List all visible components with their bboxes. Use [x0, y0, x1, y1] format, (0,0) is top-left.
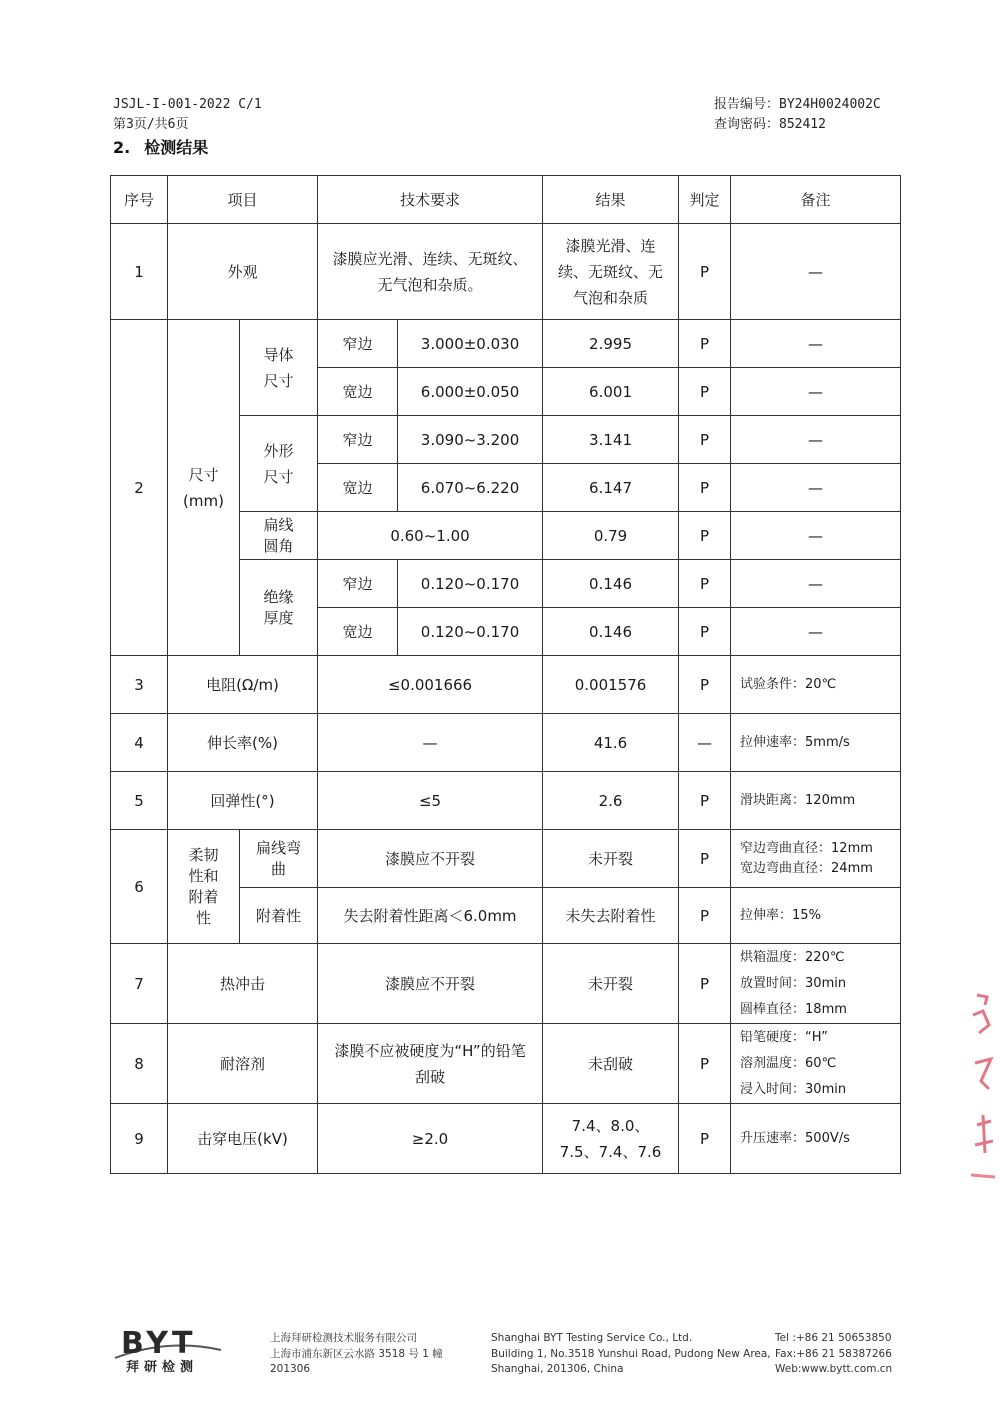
row-item: 伸长率(%) [168, 714, 318, 772]
bending-note-wide: 宽边弯曲直径：24mm [740, 860, 873, 876]
footer-cn-address: 上海市浦东新区云水路 3518 号 1 幢 [270, 1347, 443, 1360]
company-logo [113, 1326, 223, 1376]
row-no: 9 [111, 1104, 168, 1174]
row-note: — [731, 224, 901, 320]
table-row [111, 1104, 901, 1174]
row-requirement: — [318, 714, 543, 772]
row-note: 试验条件：20℃ [731, 656, 901, 714]
wide-label: 宽边 [318, 464, 398, 512]
table-row [111, 320, 901, 368]
note-duration: 放置时间：30min [740, 975, 847, 991]
row-requirement: 漆膜不应被硬度为“H”的铅笔刮破 [318, 1024, 543, 1104]
header-right [714, 95, 881, 135]
outer-wide-requirement: 6.070~6.220 [398, 464, 543, 512]
insulation-narrow-requirement: 0.120~0.170 [398, 560, 543, 608]
wide-label: 宽边 [318, 608, 398, 656]
report-number: 报告编号：BY24H0024002C [714, 97, 881, 112]
corner-label: 扁线圆角 [240, 512, 318, 560]
row-judgement: P [679, 1104, 731, 1174]
table-row [111, 830, 901, 888]
row-no: 7 [111, 944, 168, 1024]
header-requirement: 技术要求 [318, 176, 543, 224]
logo-text: 拜研检测 [126, 1360, 199, 1375]
row-result: 2.6 [543, 772, 679, 830]
adhesion-note: 拉伸率：15% [731, 888, 901, 944]
note-solvent-temp: 溶剂温度：60℃ [740, 1055, 837, 1071]
outer-wide-result: 6.147 [543, 464, 679, 512]
row-item: 柔韧性和附着性 [168, 830, 240, 944]
row-no: 3 [111, 656, 168, 714]
adhesion-label: 附着性 [240, 888, 318, 944]
row-result: 41.6 [543, 714, 679, 772]
bending-label: 扁线弯曲 [240, 830, 318, 888]
row-note: 升压速率：500V/s [731, 1104, 901, 1174]
footer-contact [775, 1331, 892, 1378]
narrow-label: 窄边 [318, 416, 398, 464]
footer-chinese-address [270, 1331, 443, 1378]
row-note: — [731, 416, 901, 464]
row-note: — [731, 560, 901, 608]
row-item: 外观 [168, 224, 318, 320]
corner-requirement: 0.60~1.00 [318, 512, 543, 560]
table-row [111, 224, 901, 320]
bending-judgement: P [679, 830, 731, 888]
row-judgement: P [679, 560, 731, 608]
row-judgement: P [679, 512, 731, 560]
row-no: 2 [111, 320, 168, 656]
row-note: 滑块距离：120mm [731, 772, 901, 830]
query-code: 查询密码：852412 [714, 117, 826, 132]
footer-fax: Fax:+86 21 58387266 [775, 1347, 892, 1360]
conductor-wide-result: 6.001 [543, 368, 679, 416]
section-heading: 检测结果 [144, 138, 209, 157]
narrow-label: 窄边 [318, 560, 398, 608]
adhesion-requirement: 失去附着性距离＜6.0mm [318, 888, 543, 944]
footer-tel: Tel :+86 21 50653850 [775, 1332, 892, 1344]
row-requirement: ≤0.001666 [318, 656, 543, 714]
row-judgement: P [679, 772, 731, 830]
header-judgement: 判定 [679, 176, 731, 224]
table-row [111, 656, 901, 714]
footer-cn-postcode: 201306 [270, 1363, 311, 1375]
footer-en-city: Shanghai, 201306, China [491, 1363, 624, 1375]
insulation-wide-result: 0.146 [543, 608, 679, 656]
row-judgement: P [679, 944, 731, 1024]
table-row [111, 1024, 901, 1104]
insulation-narrow-result: 0.146 [543, 560, 679, 608]
row-unit: (mm) [183, 491, 224, 510]
page-info: 第3页/共6页 [113, 117, 189, 132]
row-requirement: ≥2.0 [318, 1104, 543, 1174]
header-item: 项目 [168, 176, 318, 224]
row-result: 漆膜光滑、连续、无斑纹、无气泡和杂质 [543, 224, 679, 320]
section-title [113, 135, 208, 158]
logo-letters: BYT [121, 1326, 197, 1361]
outer-size-label: 外形尺寸 [240, 416, 318, 512]
row-item: 热冲击 [168, 944, 318, 1024]
row-result: 未开裂 [543, 944, 679, 1024]
header-note: 备注 [731, 176, 901, 224]
conductor-wide-requirement: 6.000±0.050 [398, 368, 543, 416]
row-note: — [731, 608, 901, 656]
insulation-wide-requirement: 0.120~0.170 [398, 608, 543, 656]
table-row [111, 944, 901, 1024]
note-rod-diameter: 圆棒直径：18mm [740, 1001, 847, 1017]
row-note: — [731, 464, 901, 512]
row-judgement: P [679, 1024, 731, 1104]
section-number: 2. [113, 138, 131, 157]
row-no: 4 [111, 714, 168, 772]
row-judgement: P [679, 320, 731, 368]
outer-narrow-requirement: 3.090~3.200 [398, 416, 543, 464]
row-item: 电阻(Ω/m) [168, 656, 318, 714]
footer-english-address [491, 1331, 771, 1378]
note-pencil-hardness: 铅笔硬度：“H” [740, 1029, 828, 1045]
row-no: 1 [111, 224, 168, 320]
footer-cn-company: 上海拜研检测技术服务有限公司 [270, 1332, 417, 1344]
header-no: 序号 [111, 176, 168, 224]
row-note [731, 1024, 901, 1104]
dimension-item-cell [168, 320, 240, 656]
row-note: — [731, 320, 901, 368]
outer-narrow-result: 3.141 [543, 416, 679, 464]
header-result: 结果 [543, 176, 679, 224]
results-table [110, 175, 901, 1174]
row-item: 尺寸 [188, 465, 219, 484]
row-no: 5 [111, 772, 168, 830]
row-judgement: P [679, 224, 731, 320]
row-note [731, 944, 901, 1024]
row-item: 耐溶剂 [168, 1024, 318, 1104]
row-judgement: P [679, 656, 731, 714]
footer-web: Web:www.bytt.com.cn [775, 1363, 893, 1375]
row-judgement: P [679, 368, 731, 416]
row-result: 未刮破 [543, 1024, 679, 1104]
row-item: 回弹性(°) [168, 772, 318, 830]
adhesion-judgement: P [679, 888, 731, 944]
row-note: — [731, 368, 901, 416]
row-item: 击穿电压(kV) [168, 1104, 318, 1174]
footer-en-address: Building 1, No.3518 Yunshui Road, Pudong New Area, [491, 1347, 771, 1360]
footer-en-company: Shanghai BYT Testing Service Co., Ltd. [491, 1332, 693, 1344]
row-result: 7.4、8.0、7.5、7.4、7.6 [543, 1104, 679, 1174]
conductor-narrow-result: 2.995 [543, 320, 679, 368]
row-no: 8 [111, 1024, 168, 1104]
bending-requirement: 漆膜应不开裂 [318, 830, 543, 888]
note-immersion-time: 浸入时间：30min [740, 1081, 847, 1097]
corner-result: 0.79 [543, 512, 679, 560]
wide-label: 宽边 [318, 368, 398, 416]
row-requirement: 漆膜应不开裂 [318, 944, 543, 1024]
row-judgement: P [679, 416, 731, 464]
note-oven-temp: 烘箱温度：220℃ [740, 949, 845, 965]
row-result: 0.001576 [543, 656, 679, 714]
row-requirement: 漆膜应光滑、连续、无斑纹、无气泡和杂质。 [318, 224, 543, 320]
seal-stamp-icon [965, 985, 1000, 1185]
doc-code: JSJL-I-001-2022 C/1 [113, 97, 262, 112]
bending-result: 未开裂 [543, 830, 679, 888]
row-requirement: ≤5 [318, 772, 543, 830]
row-judgement: P [679, 464, 731, 512]
row-note: 拉伸速率：5mm/s [731, 714, 901, 772]
row-judgement: — [679, 714, 731, 772]
narrow-label: 窄边 [318, 320, 398, 368]
header-left [113, 95, 262, 135]
row-no: 6 [111, 830, 168, 944]
row-judgement: P [679, 608, 731, 656]
bending-note [731, 830, 901, 888]
table-header-row [111, 176, 901, 224]
conductor-size-label: 导体尺寸 [240, 320, 318, 416]
table-row [111, 772, 901, 830]
conductor-narrow-requirement: 3.000±0.030 [398, 320, 543, 368]
insulation-label: 绝缘厚度 [240, 560, 318, 656]
bending-note-narrow: 窄边弯曲直径：12mm [740, 840, 873, 856]
row-note: — [731, 512, 901, 560]
table-row [111, 714, 901, 772]
adhesion-result: 未失去附着性 [543, 888, 679, 944]
